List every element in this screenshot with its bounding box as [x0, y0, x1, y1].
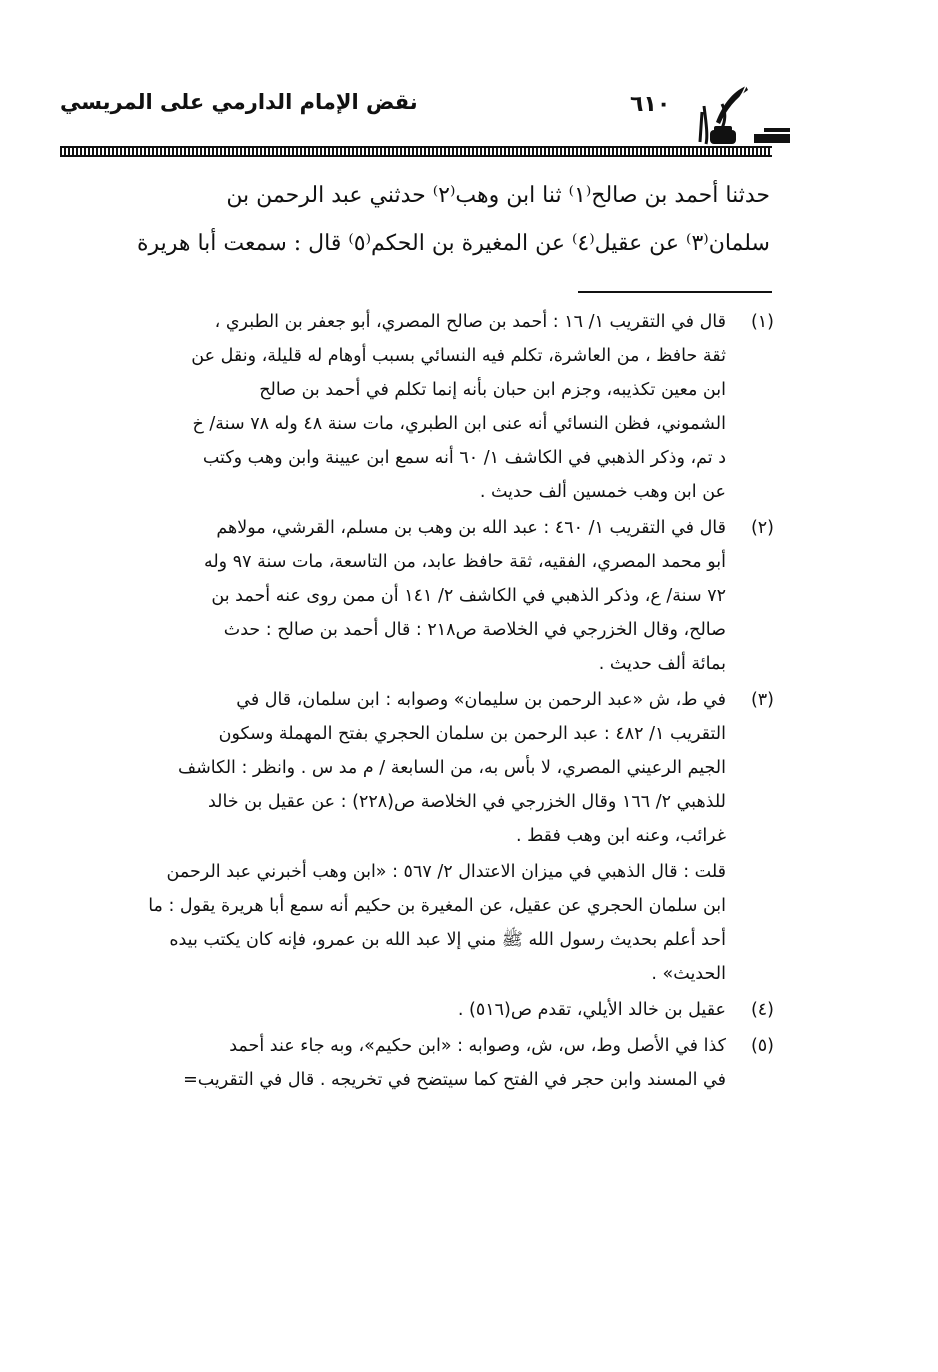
footnote-line: غرائب، وعنه ابن وهب فقط . — [515, 826, 726, 846]
main-text-line: حدثنا أحمد بن صالح⁽١⁾ ثنا ابن وهب⁽٢⁾ حدثني عبد الرحمن بن — [226, 183, 770, 208]
footnote-4 — [62, 993, 774, 1027]
header-ornament-dash — [764, 128, 790, 132]
footnote-line: قلت : قال الذهبي في ميزان الاعتدال ٢/ ٥٦٧ : «ابن وهب أخبرني عبد الرحمن — [166, 862, 726, 882]
footnote-line: أحد أعلم بحديث رسول الله ﷺ مني إلا عبد الله بن عمرو، فإنه كان يكتب بيده — [169, 930, 726, 950]
footnote-number: (٤) — [750, 1000, 774, 1020]
footnote-5 — [62, 1029, 774, 1097]
footnote-line: عن ابن وهب خمسين ألف حديث . — [479, 482, 726, 502]
header-ornament-block — [754, 134, 790, 143]
footnote-number: (١) — [750, 312, 774, 332]
footnote-line: الجيم الرعيني المصري، لا بأس به، من السابعة / م مد س . وانظر : الكاشف — [177, 758, 726, 778]
footnote-line: قال في التقريب ١/ ١٦ : أحمد بن صالح المصري، أبو جعفر بن الطبري ، — [214, 312, 726, 332]
main-text — [68, 172, 770, 268]
footnotes — [62, 305, 774, 1099]
footnote-line: أبو محمد المصري، الفقيه، ثقة حافظ عابد، من التاسعة، مات سنة ٩٧ وله — [203, 552, 726, 572]
footnote-line: د تم، وذكر الذهبي في الكاشف ١/ ٦٠ أنه سمع ابن عيينة وابن وهب وكتب — [202, 448, 726, 468]
footnote-line: صالح، وقال الخزرجي في الخلاصة ص٢١٨ : قال أحمد بن صالح : حدث — [223, 620, 726, 640]
footnote-line: ابن سلمان الحجري عن عقيل، عن المغيرة بن حكيم أنه سمع أبا هريرة يقول : ما — [148, 896, 726, 916]
footnote-1 — [62, 305, 774, 509]
footnote-separator — [578, 291, 772, 293]
footnote-number: (٥) — [750, 1036, 774, 1056]
footnote-number: (٣) — [750, 690, 774, 710]
page-header — [60, 88, 770, 136]
footnote-line: قال في التقريب ١/ ٤٦٠ : عبد الله بن وهب بن مسلم، القرشي، مولاهم — [216, 518, 726, 538]
footnote-line: ابن معين تكذيبه، وجزم ابن حبان بأنه إنما تكلم في أحمد بن صالح — [259, 380, 726, 400]
footnote-line: كذا في الأصل وط، س، ش، وصوابه : «ابن حكيم»، وبه جاء عند أحمد — [229, 1036, 726, 1056]
footnote-2 — [62, 511, 774, 681]
footnote-3-note — [62, 855, 774, 991]
header-rule — [60, 146, 772, 157]
footnote-line: الحديث» . — [651, 964, 726, 984]
page-number: ٦١٠ — [630, 92, 671, 117]
footnote-line: التقريب ١/ ٤٨٢ : عبد الرحمن بن سلمان الحجري بفتح المهملة وسكون — [218, 724, 726, 744]
footnote-line: الشموني، فظن النسائي أنه عنى ابن الطبري، مات سنة ٤٨ وله ٧٨ سنة/ خ — [192, 414, 726, 434]
footnote-number: (٢) — [750, 518, 774, 538]
main-text-line: سلمان⁽٣⁾ عن عقيل⁽٤⁾ عن المغيرة بن الحكم⁽٥⁾ قال : سمعت أبا هريرة — [136, 231, 770, 256]
book-title: نقض الإمام الدارمي على المريسي — [60, 90, 418, 114]
footnote-line: بمائة ألف حديث . — [598, 654, 726, 674]
footnote-line: ٧٢ سنة/ ع، وذكر الذهبي في الكاشف ٢/ ١٤١ أن ممن روى عنه أحمد بن — [211, 586, 726, 606]
footnote-line: عقيل بن خالد الأيلي، تقدم ص(٥١٦) . — [457, 1000, 726, 1020]
footnote-line: ثقة حافظ ، من العاشرة، تكلم فيه النسائي بسبب أوهام له قليلة، ونقل عن — [191, 346, 726, 366]
footnote-line: في المسند وابن حجر في الفتح كما سيتضح في تخريجه . قال في التقريب= — [183, 1070, 726, 1090]
footnote-3 — [62, 683, 774, 853]
footnote-line: في ط، ش «عبد الرحمن بن سليمان» وصوابه : ابن سلمان، قال في — [236, 690, 726, 710]
footnote-line: للذهبي ٢/ ١٦٦ وقال الخزرجي في الخلاصة ص(٢٢٨) : عن عقيل بن خالد — [207, 792, 726, 812]
